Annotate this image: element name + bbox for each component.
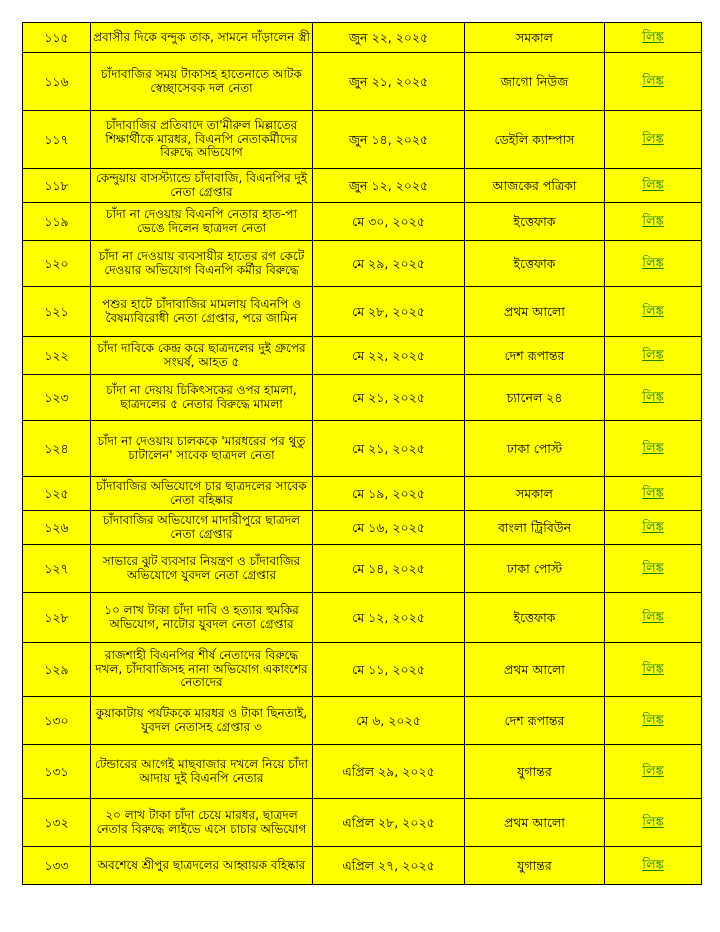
link-cell (605, 643, 702, 697)
source-cell: ঢাকা পোস্ট (465, 545, 605, 593)
date-cell: মে ২২, ২০২৫ (313, 337, 465, 375)
serial-cell: ১২২ (23, 337, 91, 375)
article-link[interactable]: লিঙ্ক (642, 390, 664, 405)
table-row (23, 375, 702, 421)
date-cell: মে ৩০, ২০২৫ (313, 203, 465, 241)
article-link[interactable]: লিঙ্ক (642, 30, 664, 45)
table-row (23, 53, 702, 111)
source-cell: সমকাল (465, 477, 605, 511)
source-cell: সমকাল (465, 23, 605, 53)
source-cell: যুগান্তর (465, 745, 605, 799)
serial-cell: ১১৮ (23, 169, 91, 203)
article-link[interactable]: লিঙ্ক (642, 74, 664, 89)
table-row (23, 287, 702, 337)
headline-cell: চাঁদাবাজির অভিযোগে চার ছাত্রদলের সাবেক নেতা বহিষ্কার (91, 477, 313, 511)
date-cell: মে ২১, ২০২৫ (313, 421, 465, 477)
link-cell (605, 799, 702, 847)
headline-cell: চাঁদাবাজির সময় টাকাসহ হাতেনাতে আটক স্বেচ্ছাসেবক দল নেতা (91, 53, 313, 111)
serial-cell: ১২৫ (23, 477, 91, 511)
headline-cell: চাঁদা না দেওয়ায় চালককে 'মারধরের পর থুতু চাটালেন' সাবেক ছাত্রদল নেতা (91, 421, 313, 477)
table-row (23, 643, 702, 697)
source-cell: বাংলা ট্রিবিউন (465, 511, 605, 545)
date-cell: জুন ১২, ২০২৫ (313, 169, 465, 203)
date-cell: জুন ২১, ২০২৫ (313, 53, 465, 111)
source-cell: ঢাকা পোস্ট (465, 421, 605, 477)
article-link[interactable]: লিঙ্ক (642, 348, 664, 363)
article-link[interactable]: লিঙ্ক (642, 610, 664, 625)
headline-cell: চাঁদা দাবিকে কেন্দ্র করে ছাত্রদলের দুই গ্রুপের সংঘর্ষ, আহত ৫ (91, 337, 313, 375)
link-cell (605, 545, 702, 593)
serial-cell: ১২৯ (23, 643, 91, 697)
table-row (23, 421, 702, 477)
article-link[interactable]: লিঙ্ক (642, 256, 664, 271)
link-cell (605, 203, 702, 241)
article-link[interactable]: লিঙ্ক (642, 858, 664, 873)
link-cell (605, 745, 702, 799)
link-cell (605, 697, 702, 745)
table-row (23, 203, 702, 241)
serial-cell: ১২১ (23, 287, 91, 337)
date-cell: মে ২১, ২০২৫ (313, 375, 465, 421)
source-cell: দেশ রূপান্তর (465, 337, 605, 375)
article-link[interactable]: লিঙ্ক (642, 815, 664, 830)
headline-cell: টেন্ডারের আগেই মাছবাজার দখলে নিয়ে চাঁদা আদায় দুই বিএনপি নেতার (91, 745, 313, 799)
date-cell: মে ৬, ২০২৫ (313, 697, 465, 745)
date-cell: মে ২৮, ২০২৫ (313, 287, 465, 337)
table-row (23, 241, 702, 287)
date-cell: মে ১৯, ২০২৫ (313, 477, 465, 511)
link-cell (605, 421, 702, 477)
serial-cell: ১৩০ (23, 697, 91, 745)
article-link[interactable]: লিঙ্ক (642, 662, 664, 677)
article-link[interactable]: লিঙ্ক (642, 132, 664, 147)
source-cell: ইত্তেফাক (465, 593, 605, 643)
source-cell: ইত্তেফাক (465, 203, 605, 241)
date-cell: এপ্রিল ২৯, ২০২৫ (313, 745, 465, 799)
link-cell (605, 375, 702, 421)
link-cell (605, 23, 702, 53)
headline-cell: পশুর হাটে চাঁদাবাজির মামলায় বিএনপি ও বৈষম্যবিরোধী নেতা গ্রেপ্তার, পরে জামিন (91, 287, 313, 337)
date-cell: মে ২৯, ২০২৫ (313, 241, 465, 287)
table-row (23, 477, 702, 511)
table-row (23, 847, 702, 885)
source-cell: প্রথম আলো (465, 799, 605, 847)
serial-cell: ১২৮ (23, 593, 91, 643)
table-row (23, 337, 702, 375)
link-cell (605, 847, 702, 885)
source-cell: ইত্তেফাক (465, 241, 605, 287)
headline-cell: ২০ লাখ টাকা চাঁদা চেয়ে মারধর, ছাত্রদল নেতার বিরুদ্ধে লাইভে এসে চাচার অভিযোগ (91, 799, 313, 847)
article-link[interactable]: লিঙ্ক (642, 561, 664, 576)
source-cell: যুগান্তর (465, 847, 605, 885)
article-link[interactable]: লিঙ্ক (642, 764, 664, 779)
headline-cell: অবশেষে শ্রীপুর ছাত্রদলের আহ্বায়ক বহিষ্কার (91, 847, 313, 885)
link-cell (605, 169, 702, 203)
link-cell (605, 111, 702, 169)
source-cell: আজকের পত্রিকা (465, 169, 605, 203)
table-row (23, 169, 702, 203)
article-link[interactable]: লিঙ্ক (642, 713, 664, 728)
serial-cell: ১২০ (23, 241, 91, 287)
serial-cell: ১২৬ (23, 511, 91, 545)
link-cell (605, 53, 702, 111)
article-link[interactable]: লিঙ্ক (642, 441, 664, 456)
serial-cell: ১১৫ (23, 23, 91, 53)
headline-cell: সাভারে ঝুট ব্যবসার নিয়ন্ত্রণ ও চাঁদাবাজির অভিযোগে যুবদল নেতা গ্রেপ্তার (91, 545, 313, 593)
article-link[interactable]: লিঙ্ক (642, 178, 664, 193)
headline-cell: প্রবাসীর দিকে বন্দুক তাক, সামনে দাঁড়ালেন স্ত্রী (91, 23, 313, 53)
serial-cell: ১২৩ (23, 375, 91, 421)
serial-cell: ১১৭ (23, 111, 91, 169)
headline-cell: রাজশাহী বিএনপির শীর্ষ নেতাদের বিরুদ্ধে দখল, চাঁদাবাজিসহ নানা অভিযোগ একাংশের নেতাদের (91, 643, 313, 697)
headline-cell: চাঁদাবাজির অভিযোগে মাদারীপুরে ছাত্রদল নেতা গ্রেপ্তার (91, 511, 313, 545)
link-cell (605, 511, 702, 545)
link-cell (605, 241, 702, 287)
date-cell: জুন ১৪, ২০২৫ (313, 111, 465, 169)
headline-cell: চাঁদা না দেওয়ায় ব্যবসায়ীর হাতের রগ কেটে দেওয়ার অভিযোগ বিএনপি কর্মীর বিরুদ্ধে (91, 241, 313, 287)
date-cell: এপ্রিল ২৮, ২০২৫ (313, 799, 465, 847)
date-cell: মে ১৪, ২০২৫ (313, 545, 465, 593)
article-link[interactable]: লিঙ্ক (642, 486, 664, 501)
serial-cell: ১২৭ (23, 545, 91, 593)
table-row (23, 745, 702, 799)
article-link[interactable]: লিঙ্ক (642, 520, 664, 535)
news-table-body (23, 23, 702, 885)
table-row (23, 593, 702, 643)
serial-cell: ১৩১ (23, 745, 91, 799)
source-cell: প্রথম আলো (465, 287, 605, 337)
table-row (23, 799, 702, 847)
link-cell (605, 287, 702, 337)
headline-cell: কেন্দুয়ায় বাসস্ট্যান্ডে চাঁদাবাজি, বিএনপির দুই নেতা গ্রেপ্তার (91, 169, 313, 203)
article-link[interactable]: লিঙ্ক (642, 214, 664, 229)
source-cell: চ্যানেল ২৪ (465, 375, 605, 421)
date-cell: মে ১৬, ২০২৫ (313, 511, 465, 545)
date-cell: এপ্রিল ২৭, ২০২৫ (313, 847, 465, 885)
table-row (23, 23, 702, 53)
article-link[interactable]: লিঙ্ক (642, 304, 664, 319)
serial-cell: ১৩২ (23, 799, 91, 847)
headline-cell: ১০ লাখ টাকা চাঁদা দাবি ও হত্যার হুমকির অভিযোগ, নাটোর যুবদল নেতা গ্রেপ্তার (91, 593, 313, 643)
date-cell: মে ১২, ২০২৫ (313, 593, 465, 643)
news-table (22, 22, 702, 885)
source-cell: জাগো নিউজ (465, 53, 605, 111)
link-cell (605, 337, 702, 375)
link-cell (605, 477, 702, 511)
headline-cell: চাঁদা না দেওয়ায় বিএনপি নেতার হাত-পা ভেঙে দিলেন ছাত্রদল নেতা (91, 203, 313, 241)
serial-cell: ১৩৩ (23, 847, 91, 885)
table-row (23, 697, 702, 745)
table-row (23, 511, 702, 545)
table-row (23, 111, 702, 169)
table-row (23, 545, 702, 593)
date-cell: জুন ২২, ২০২৫ (313, 23, 465, 53)
headline-cell: চাঁদাবাজির প্রতিবাদে তা'মীরুল মিল্লাতের শিক্ষার্থীকে মারধর, বিএনপি নেতাকর্মীদের বিরুদ্ধে অভিযোগ (91, 111, 313, 169)
date-cell: মে ১১, ২০২৫ (313, 643, 465, 697)
serial-cell: ১১৬ (23, 53, 91, 111)
source-cell: দেশ রূপান্তর (465, 697, 605, 745)
source-cell: প্রথম আলো (465, 643, 605, 697)
headline-cell: চাঁদা না দেয়ায় চিকিৎসকের ওপর হামলা, ছাত্রদলের ৫ নেতার বিরুদ্ধে মামলা (91, 375, 313, 421)
link-cell (605, 593, 702, 643)
serial-cell: ১১৯ (23, 203, 91, 241)
source-cell: ডেইলি ক্যাম্পাস (465, 111, 605, 169)
headline-cell: কুয়াকাটায় পর্যটককে মারধর ও টাকা ছিনতাই, যুবদল নেতাসহ গ্রেপ্তার ৩ (91, 697, 313, 745)
serial-cell: ১২৪ (23, 421, 91, 477)
